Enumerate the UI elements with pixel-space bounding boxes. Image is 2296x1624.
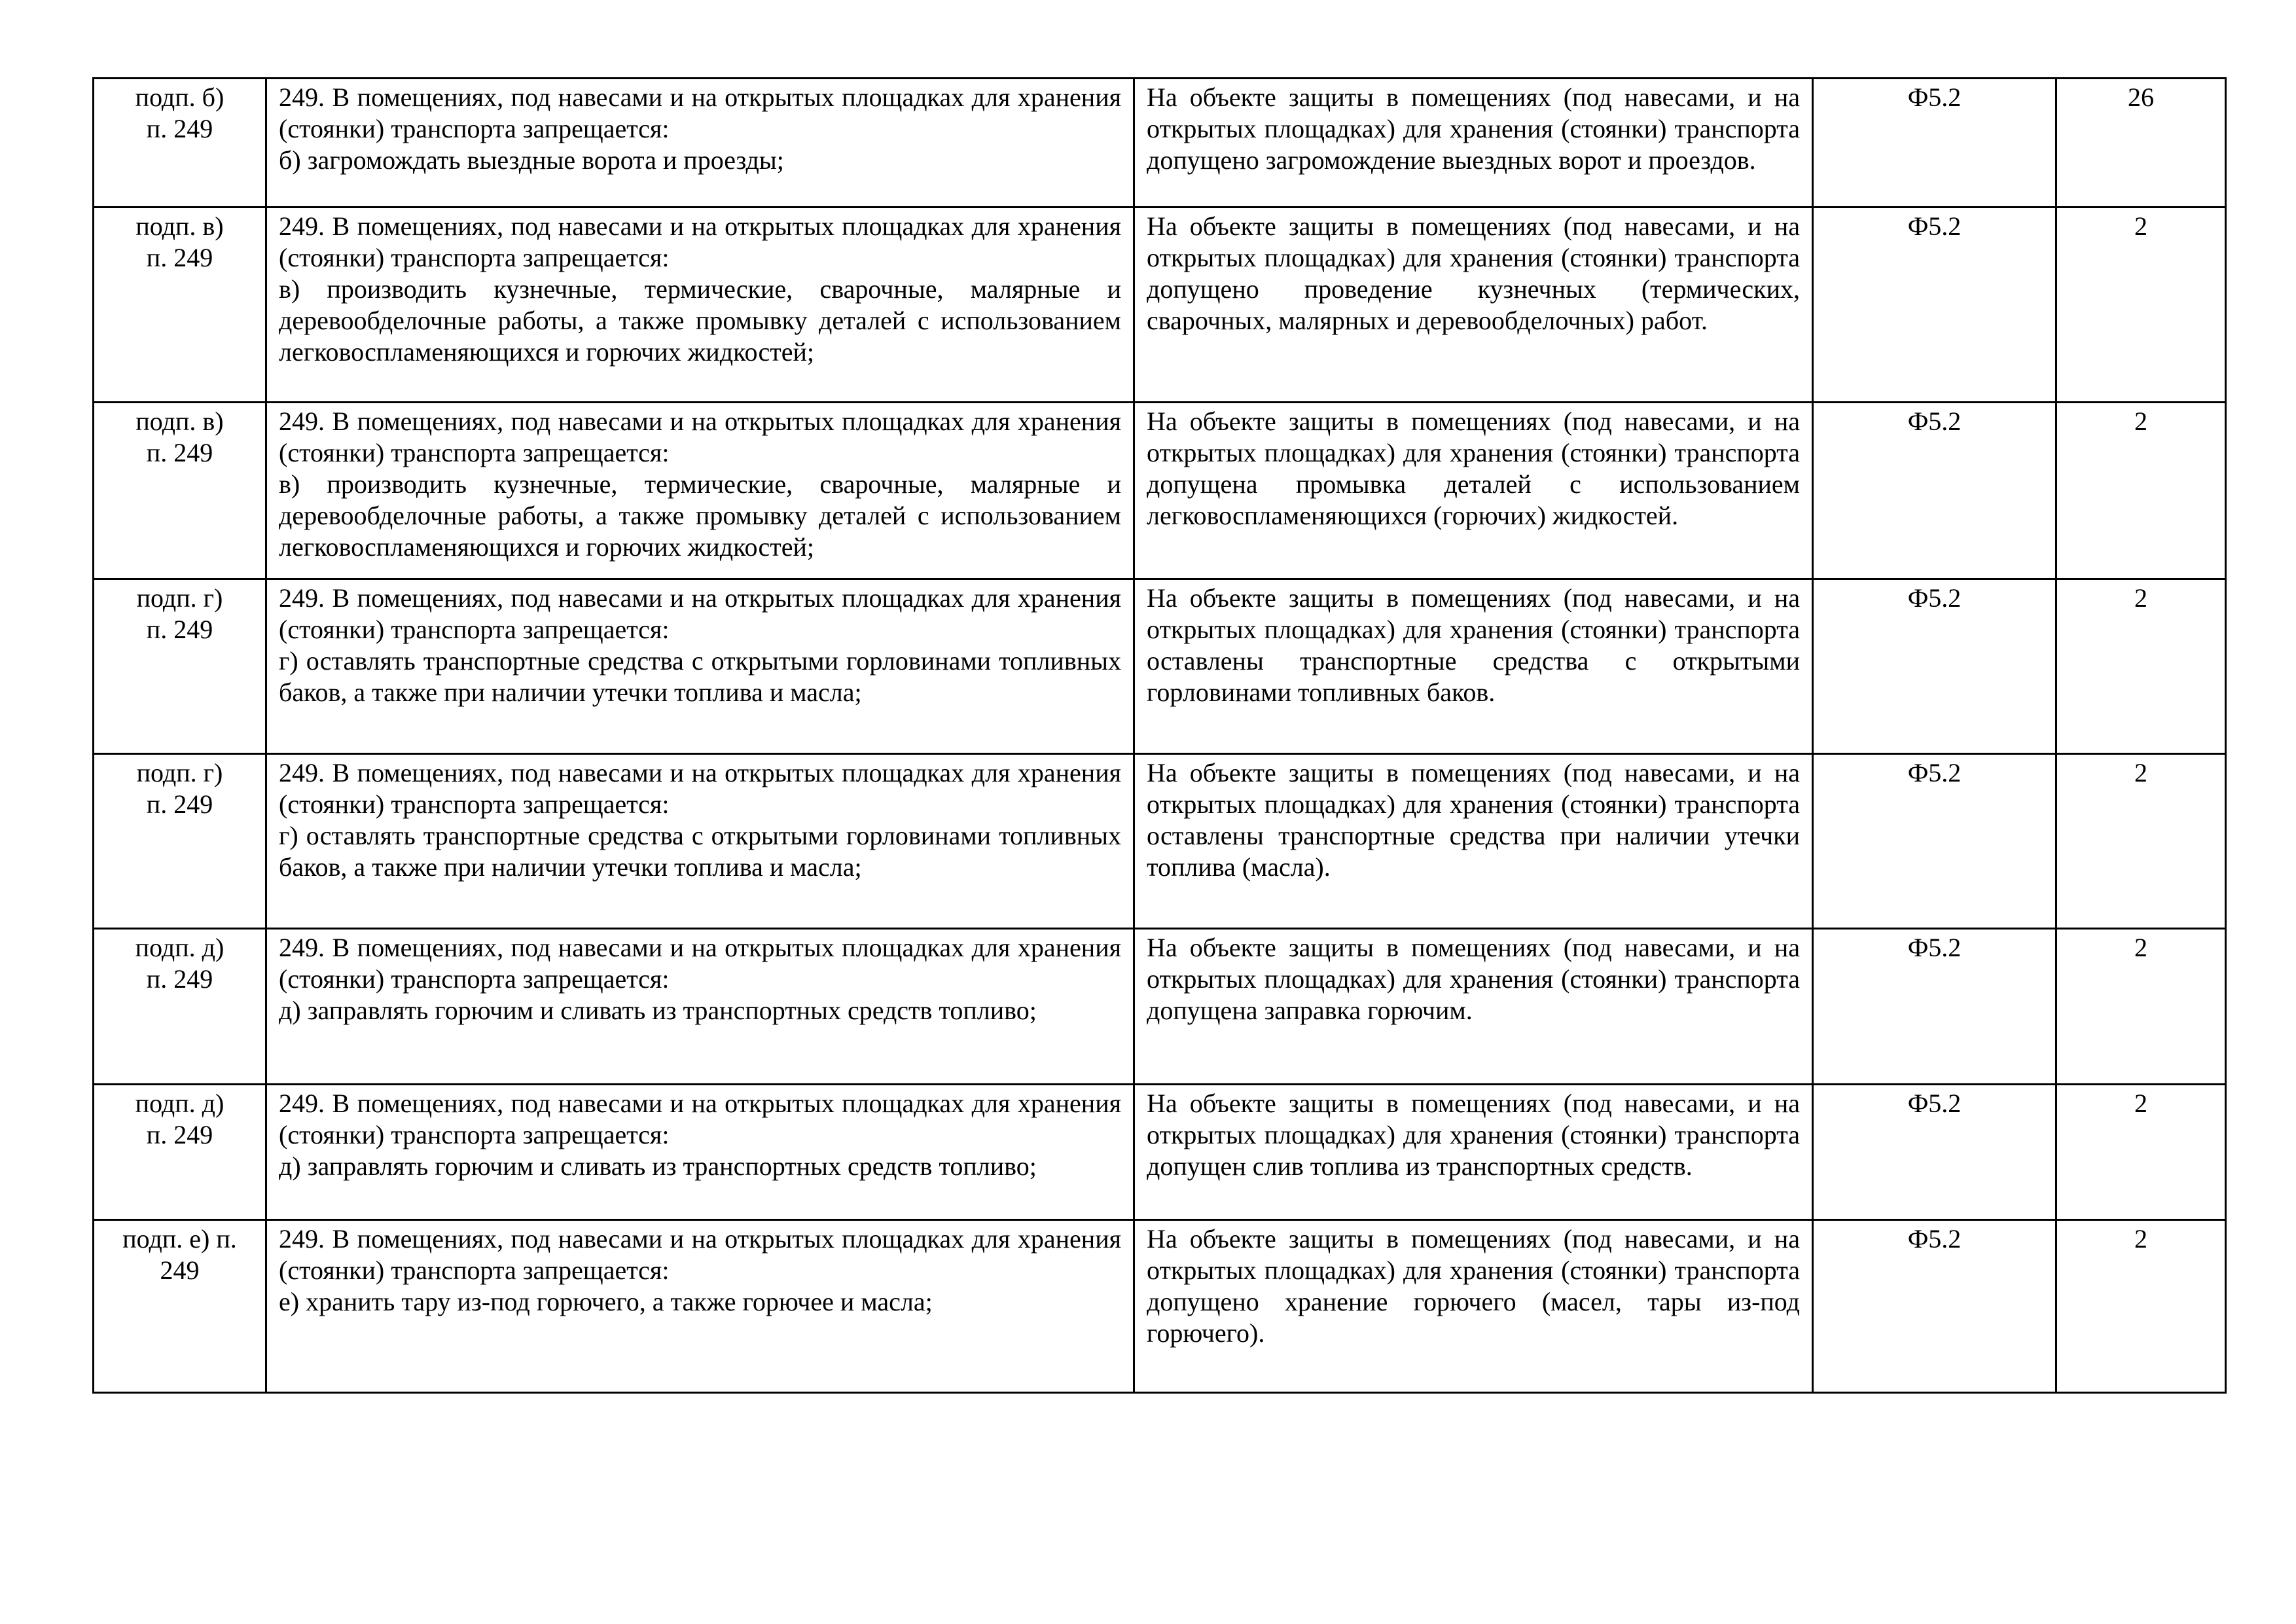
table-row	[94, 929, 2226, 1085]
clause-reference-cell: подп. д) п. 249	[94, 1085, 266, 1220]
requirement-cell: 249. В помещениях, под навесами и на открытых площадках для хранения (стоянки) транспорта запрещается: е) хранить тару из-под горючего, а также горючее и масла;	[266, 1220, 1134, 1393]
number-cell: 2	[2056, 754, 2226, 929]
requirement-cell: 249. В помещениях, под навесами и на открытых площадках для хранения (стоянки) транспорта запрещается: в) производить кузнечные, термические, сварочные, малярные и деревообделочные работы, а также промывку деталей с использованием легковоспламеняющихся и горючих жидкостей;	[266, 208, 1134, 403]
violation-cell: На объекте защиты в помещениях (под навесами, и на открытых площадках) для хранения (стоянки) транспорта допущено хранение горючего (масел, тары из-под горючего).	[1134, 1220, 1813, 1393]
code-cell: Ф5.2	[1813, 929, 2056, 1085]
requirement-cell: 249. В помещениях, под навесами и на открытых площадках для хранения (стоянки) транспорта запрещается: в) производить кузнечные, термические, сварочные, малярные и деревообделочные работы, а также промывку деталей с использованием легковоспламеняющихся и горючих жидкостей;	[266, 403, 1134, 579]
clause-reference-cell: подп. г) п. 249	[94, 754, 266, 929]
clause-reference-cell: подп. е) п. 249	[94, 1220, 266, 1393]
table-row	[94, 79, 2226, 208]
code-cell: Ф5.2	[1813, 1085, 2056, 1220]
code-cell: Ф5.2	[1813, 403, 2056, 579]
number-cell: 2	[2056, 1220, 2226, 1393]
code-cell: Ф5.2	[1813, 208, 2056, 403]
clause-reference-cell: подп. д) п. 249	[94, 929, 266, 1085]
table-row	[94, 1085, 2226, 1220]
number-cell: 2	[2056, 929, 2226, 1085]
clause-reference-cell: подп. б) п. 249	[94, 79, 266, 208]
clause-reference-cell: подп. в) п. 249	[94, 208, 266, 403]
table-row	[94, 1220, 2226, 1393]
violation-cell: На объекте защиты в помещениях (под навесами, и на открытых площадках) для хранения (стоянки) транспорта допущен слив топлива из транспортных средств.	[1134, 1085, 1813, 1220]
requirement-cell: 249. В помещениях, под навесами и на открытых площадках для хранения (стоянки) транспорта запрещается: д) заправлять горючим и сливать из транспортных средств топливо;	[266, 1085, 1134, 1220]
requirement-cell: 249. В помещениях, под навесами и на открытых площадках для хранения (стоянки) транспорта запрещается: г) оставлять транспортные средства с открытыми горловинами топливных баков, а также при наличии утечки топлива и масла;	[266, 754, 1134, 929]
code-cell: Ф5.2	[1813, 754, 2056, 929]
violation-cell: На объекте защиты в помещениях (под навесами, и на открытых площадках) для хранения (стоянки) транспорта оставлены транспортные средства с открытыми горловинами топливных баков.	[1134, 579, 1813, 754]
violation-cell: На объекте защиты в помещениях (под навесами, и на открытых площадках) для хранения (стоянки) транспорта допущено проведение кузнечных (термических, сварочных, малярных и деревообделочных) работ.	[1134, 208, 1813, 403]
violation-cell: На объекте защиты в помещениях (под навесами, и на открытых площадках) для хранения (стоянки) транспорта допущена заправка горючим.	[1134, 929, 1813, 1085]
number-cell: 2	[2056, 1085, 2226, 1220]
code-cell: Ф5.2	[1813, 79, 2056, 208]
clause-reference-cell: подп. г) п. 249	[94, 579, 266, 754]
requirement-cell: 249. В помещениях, под навесами и на открытых площадках для хранения (стоянки) транспорта запрещается: б) загромождать выездные ворота и проезды;	[266, 79, 1134, 208]
number-cell: 2	[2056, 579, 2226, 754]
table-row	[94, 754, 2226, 929]
code-cell: Ф5.2	[1813, 579, 2056, 754]
table-row	[94, 579, 2226, 754]
violations-table	[92, 77, 2227, 1394]
table-row	[94, 208, 2226, 403]
table-row	[94, 403, 2226, 579]
code-cell: Ф5.2	[1813, 1220, 2056, 1393]
requirement-cell: 249. В помещениях, под навесами и на открытых площадках для хранения (стоянки) транспорта запрещается: г) оставлять транспортные средства с открытыми горловинами топливных баков, а также при наличии утечки топлива и масла;	[266, 579, 1134, 754]
violation-cell: На объекте защиты в помещениях (под навесами, и на открытых площадках) для хранения (стоянки) транспорта допущено загромождение выездных ворот и проездов.	[1134, 79, 1813, 208]
violation-cell: На объекте защиты в помещениях (под навесами, и на открытых площадках) для хранения (стоянки) транспорта допущена промывка деталей с использованием легковоспламеняющихся (горючих) жидкостей.	[1134, 403, 1813, 579]
number-cell: 2	[2056, 208, 2226, 403]
requirement-cell: 249. В помещениях, под навесами и на открытых площадках для хранения (стоянки) транспорта запрещается: д) заправлять горючим и сливать из транспортных средств топливо;	[266, 929, 1134, 1085]
clause-reference-cell: подп. в) п. 249	[94, 403, 266, 579]
violation-cell: На объекте защиты в помещениях (под навесами, и на открытых площадках) для хранения (стоянки) транспорта оставлены транспортные средства при наличии утечки топлива (масла).	[1134, 754, 1813, 929]
number-cell: 26	[2056, 79, 2226, 208]
number-cell: 2	[2056, 403, 2226, 579]
